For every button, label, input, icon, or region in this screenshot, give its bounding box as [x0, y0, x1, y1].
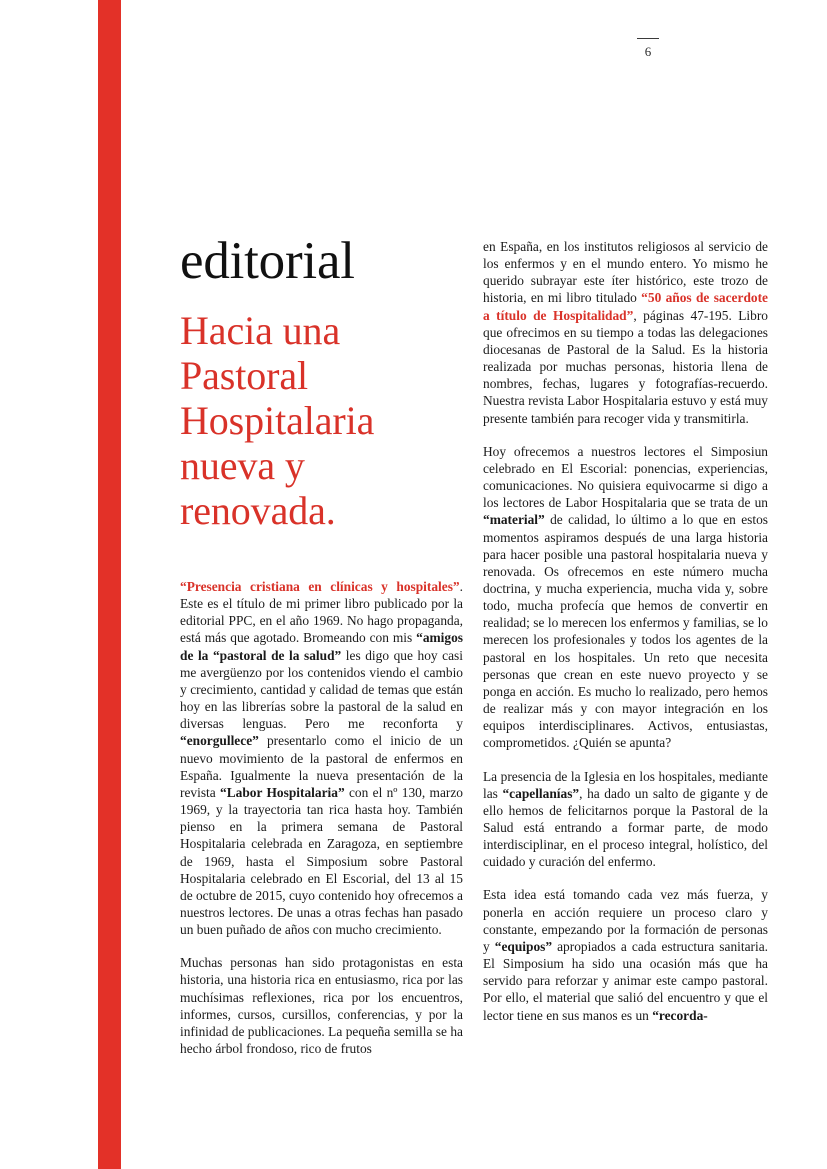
bold-emphasis: “material” [483, 512, 545, 528]
headline-line-5: renovada. [180, 488, 336, 533]
page-folio [628, 38, 668, 59]
text-run: les digo que hoy casi me avergüenzo por los contenidos viendo el cambio y crecimiento, cantidad y calidad de temas que están hoy en las librerías sobre la pastoral de la salud en diversas lenguas. Pero me reconforta y [180, 647, 463, 732]
bold-emphasis: “capellanías” [502, 785, 580, 801]
text-run: . Este es el título de mi primer libro publicado por la editorial PPC, en el año 1969. No hago propaganda, está más que agotado. Bromeando con mis [180, 579, 463, 646]
headline-line-3: Hospitalaria [180, 398, 375, 443]
body-column-left [180, 578, 463, 1057]
bold-emphasis: “equipos” [494, 938, 553, 954]
paragraph [483, 238, 768, 427]
decorative-left-rule [98, 0, 121, 1169]
paragraph [483, 886, 768, 1023]
bold-emphasis: “enorgullece” [180, 733, 259, 749]
text-run: apropiados a cada estructura sanitaria. El Simposium ha sido una ocasión más que ha servido para reforzar y animar este campo pastoral. Por ello, el material que salió del encuentro y que el lector tiene en sus manos es un [483, 938, 768, 1023]
text-run: Muchas personas han sido protagonistas en esta historia, una historia rica en entusiasmo, rica por las muchísimas reflexiones, rica por los encuentros, informes, cursos, cursillos, conferencias, y por la infinidad de publicaciones. La pequeña semilla se ha hecho árbol frondoso, rico de frutos [180, 955, 463, 1057]
headline-line-2: Pastoral [180, 353, 309, 398]
bold-emphasis: “Labor Hospitalaria” [220, 784, 345, 800]
text-run: con el nº 130, marzo 1969, y la trayectoria tan rica hasta hoy. También pienso en la primera semana de Pastoral Hospitalaria celebrada en Zaragoza, en septiembre de 1969, hasta el Simposium sobre Pastoral Hospitalaria celebrado en El Escorial, del 13 al 15 de octubre de 2015, cuyo contenido hoy ofrecemos a nuestros lectores. De unas a otras fechas han pasado un buen puñado de años con mucho crecimiento. [180, 784, 463, 938]
folio-divider [637, 38, 659, 39]
text-run: de calidad, lo último a lo que en estos momentos aspiramos después de una larga historia para hacer posible una pastoral hospitalaria nueva y renovada. Os ofrecemos en este número mucha doctrina, y mucha experiencia, mucha vida y, sobre todo, mucha profecía que hemos de convertir en realidad; se lo merecen los enfermos y familias, se lo merecen los profesionales y todos los agentes de la pastoral en los hospitales. Un reto que necesita personas que crean en este nuevo proyecto y se ponga en acción. Es mucho lo realizado, pero hemos de realizar más y con mayor integración en los equipos interdisciplinares. Activos, entusiastas, comprometidos. ¿Quién se apunta? [483, 512, 768, 751]
folio-number: 6 [644, 44, 652, 59]
text-run: La presencia de la Iglesia en los hospitales, mediante las [483, 768, 768, 801]
bold-emphasis: “recorda- [652, 1007, 708, 1023]
paragraph [180, 954, 463, 1057]
text-run: , páginas 47-195. Libro que ofrecimos en su tiempo a todas las delegaciones diocesanas de Pastoral de la Salud. Es la historia realizada por muchas personas, historia llena de nombres, fechas, lugares y fotografías-recuerdo. Nuestra revista Labor Hospitalaria estuvo y está muy presente también para recoger vida y transmitirla. [483, 307, 768, 426]
text-run: en España, en los institutos religiosos al servicio de los enfermos y en el mundo entero. Yo mismo he querido subrayar este íter histórico, este trozo de historia, en mi libro titulado [483, 239, 768, 306]
headline-line-1: Hacia una [180, 308, 341, 353]
text-run: Hoy ofrecemos a nuestros lectores el Simposiun celebrado en El Escorial: ponencias, experiencias, comunicaciones. No quisiera equivocarme si digo a los lectores de Labor Hospitalaria que se trata de un [483, 443, 768, 511]
book-title-emphasis: “Presencia cristiana en clínicas y hospitales” [180, 579, 460, 594]
text-run: Esta idea está tomando cada vez más fuerza, y ponerla en acción requiere un proceso claro y constante, empezando por la formación de personas y [483, 887, 768, 954]
body-column-right [483, 238, 768, 1024]
bold-emphasis: “amigos de la “pastoral de la salud” [180, 630, 463, 663]
text-run: , ha dado un salto de gigante y de ello hemos de felicitarnos porque la Pastoral de la Salud está entrando a formar parte, de modo interdisciplinar, en el proceso integral, holístico, del cuidado y curación del enfermo. [483, 785, 768, 870]
paragraph [483, 443, 768, 752]
paragraph [483, 768, 768, 871]
article-headline [180, 308, 470, 533]
book-title-emphasis: “50 años de sacerdote a título de Hospitalidad” [483, 290, 768, 323]
paragraph [180, 578, 463, 938]
section-title: editorial [180, 232, 355, 290]
masthead [180, 232, 470, 533]
headline-line-4: nueva y [180, 443, 305, 488]
text-run: presentarlo como el inicio de un nuevo movimiento de la pastoral de enfermos en España. Igualmente la nueva presentación de la revista [180, 733, 463, 800]
